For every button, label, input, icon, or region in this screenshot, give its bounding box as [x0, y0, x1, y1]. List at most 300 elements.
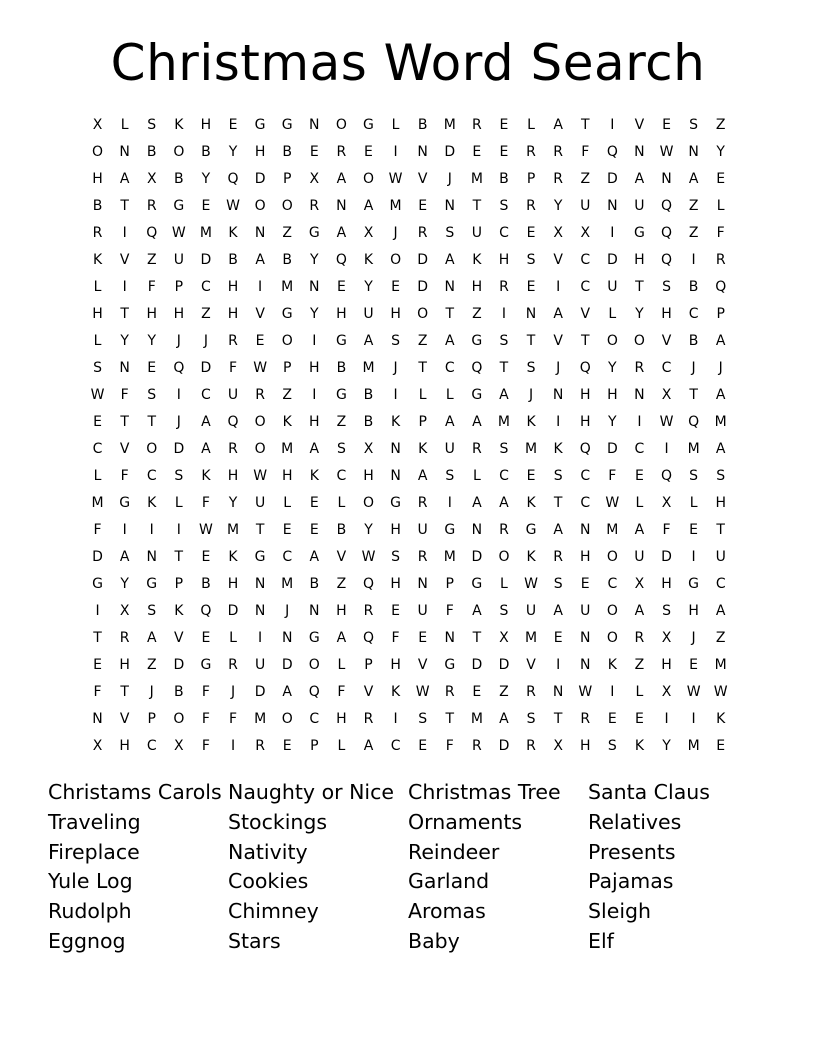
- grid-letter: X: [363, 441, 374, 457]
- grid-letter: R: [634, 360, 645, 376]
- grid-letter: K: [174, 117, 184, 133]
- grid-letter: J: [691, 360, 696, 376]
- grid-letter: A: [553, 306, 563, 322]
- grid-letter: M: [254, 711, 267, 727]
- grid-letter: H: [336, 711, 347, 727]
- grid-letter: D: [661, 549, 672, 565]
- grid-letter: R: [255, 387, 265, 403]
- grid-letter: E: [201, 630, 211, 646]
- grid-letter: V: [580, 306, 591, 322]
- grid-letter: A: [119, 549, 130, 565]
- grid-letter: D: [200, 252, 212, 268]
- grid-letter: N: [417, 144, 428, 160]
- grid-letter: A: [634, 603, 645, 619]
- grid-letter: D: [254, 684, 266, 700]
- grid-letter: T: [635, 279, 644, 295]
- grid-letter: E: [418, 198, 428, 214]
- grid-letter: N: [390, 441, 401, 457]
- grid-letter: S: [418, 711, 428, 727]
- word-item: Christmas Tree: [408, 780, 561, 804]
- grid-letter: N: [661, 171, 672, 187]
- grid-letter: I: [122, 279, 127, 295]
- grid-letter: O: [173, 711, 185, 727]
- grid-letter: U: [417, 522, 428, 538]
- grid-letter: Q: [606, 144, 618, 160]
- word-item: Garland: [408, 869, 490, 894]
- grid-letter: H: [363, 468, 374, 484]
- grid-letter: E: [282, 738, 292, 754]
- grid-letter: I: [312, 333, 317, 349]
- grid-letter: I: [637, 414, 642, 430]
- grid-letter: P: [716, 306, 725, 322]
- grid-letter: H: [390, 576, 401, 592]
- grid-letter: G: [200, 657, 212, 673]
- grid-letter: K: [390, 684, 401, 700]
- grid-letter: R: [228, 333, 238, 349]
- grid-letter: B: [499, 171, 509, 187]
- grid-letter: F: [337, 684, 346, 700]
- grid-letter: E: [689, 522, 699, 538]
- word-column: [408, 778, 588, 957]
- grid-letter: I: [393, 144, 398, 160]
- grid-letter: R: [526, 144, 536, 160]
- grid-letter: M: [281, 576, 294, 592]
- grid-letter: J: [393, 225, 398, 241]
- grid-letter: V: [661, 333, 672, 349]
- grid-letter: L: [527, 117, 535, 133]
- grid-letter: Z: [201, 306, 211, 322]
- grid-letter: R: [526, 198, 536, 214]
- grid-letter: S: [499, 333, 509, 349]
- word-column: [588, 778, 768, 957]
- grid-letter: T: [120, 684, 129, 700]
- grid-letter: J: [528, 387, 534, 403]
- grid-letter: Q: [362, 576, 374, 592]
- grid-letter: O: [606, 603, 618, 619]
- grid-letter: E: [228, 117, 238, 133]
- grid-letter: I: [258, 630, 263, 646]
- grid-letter: E: [580, 576, 590, 592]
- grid-letter: L: [445, 387, 454, 403]
- grid-letter: D: [92, 549, 103, 565]
- grid-letter: B: [417, 117, 428, 133]
- grid-letter: K: [282, 414, 292, 430]
- grid-letter: P: [364, 657, 373, 673]
- grid-letter: J: [176, 333, 181, 349]
- grid-letter: Z: [336, 576, 347, 592]
- grid-letter: T: [445, 306, 455, 322]
- grid-letter: K: [92, 252, 103, 268]
- grid-letter: A: [119, 171, 130, 187]
- grid-letter: O: [254, 414, 266, 430]
- grid-letter: H: [309, 360, 320, 376]
- grid-letter: A: [499, 495, 509, 511]
- grid-letter: G: [254, 117, 266, 133]
- grid-letter: K: [553, 441, 563, 457]
- grid-letter: D: [444, 144, 456, 160]
- grid-letter: E: [201, 198, 211, 214]
- grid-letter: I: [556, 657, 561, 673]
- grid-letter: C: [444, 360, 455, 376]
- grid-letter: K: [418, 441, 428, 457]
- grid-letter: A: [688, 171, 699, 187]
- grid-letter: E: [336, 279, 346, 295]
- grid-letter: E: [309, 495, 319, 511]
- grid-letter: R: [471, 738, 482, 754]
- grid-letter: A: [336, 225, 347, 241]
- grid-letter: H: [227, 279, 239, 295]
- grid-letter: R: [553, 171, 563, 187]
- grid-letter: Z: [715, 117, 726, 133]
- grid-letter: A: [634, 171, 645, 187]
- grid-letter: Y: [201, 171, 211, 187]
- grid-letter: O: [146, 441, 158, 457]
- grid-letter: R: [471, 117, 482, 133]
- grid-letter: A: [553, 522, 563, 538]
- grid-letter: Y: [147, 333, 157, 349]
- grid-row: [84, 706, 736, 733]
- grid-letter: G: [633, 225, 645, 241]
- word-item: Santa Claus: [588, 780, 710, 804]
- grid-letter: H: [661, 576, 672, 592]
- grid-letter: X: [499, 630, 509, 646]
- grid-letter: O: [362, 495, 374, 511]
- grid-letter: J: [393, 360, 398, 376]
- grid-row: [84, 625, 736, 652]
- grid-letter: J: [203, 333, 208, 349]
- word-item: Baby: [408, 928, 460, 953]
- grid-letter: E: [526, 279, 536, 295]
- grid-letter: O: [254, 198, 266, 214]
- grid-letter: P: [282, 171, 292, 187]
- grid-letter: O: [173, 144, 185, 160]
- grid-letter: B: [282, 144, 292, 160]
- grid-letter: H: [336, 603, 347, 619]
- grid-letter: C: [634, 441, 645, 457]
- grid-letter: Z: [336, 414, 347, 430]
- grid-letter: A: [499, 711, 509, 727]
- grid-letter: Z: [580, 171, 591, 187]
- grid-letter: V: [119, 252, 130, 268]
- grid-letter: J: [718, 360, 723, 376]
- word-item: Reindeer: [408, 839, 500, 864]
- grid-letter: M: [525, 630, 538, 646]
- grid-letter: K: [607, 657, 617, 673]
- grid-letter: S: [391, 333, 401, 349]
- grid-letter: V: [526, 657, 536, 673]
- grid-letter: F: [120, 468, 129, 484]
- letter-grid: [84, 112, 736, 760]
- grid-letter: C: [580, 495, 591, 511]
- grid-letter: N: [336, 198, 347, 214]
- grid-letter: J: [691, 630, 696, 646]
- grid-letter: P: [174, 576, 184, 592]
- grid-letter: H: [200, 117, 212, 133]
- grid-letter: L: [635, 495, 644, 511]
- grid-letter: Y: [228, 495, 238, 511]
- grid-letter: X: [634, 576, 645, 592]
- grid-row: [84, 598, 736, 625]
- grid-letter: A: [309, 441, 320, 457]
- grid-letter: S: [336, 441, 346, 457]
- grid-letter: H: [715, 495, 726, 511]
- grid-letter: A: [309, 549, 320, 565]
- grid-letter: B: [92, 198, 103, 214]
- grid-letter: S: [689, 117, 699, 133]
- grid-letter: C: [715, 576, 726, 592]
- grid-letter: O: [606, 549, 618, 565]
- grid-letter: X: [309, 171, 320, 187]
- grid-letter: R: [255, 738, 265, 754]
- grid-letter: I: [149, 522, 154, 538]
- grid-letter: L: [93, 333, 102, 349]
- grid-letter: O: [281, 711, 293, 727]
- grid-letter: R: [146, 198, 157, 214]
- grid-letter: B: [201, 144, 211, 160]
- grid-letter: E: [364, 144, 373, 160]
- grid-letter: G: [281, 117, 293, 133]
- grid-letter: L: [120, 117, 129, 133]
- grid-letter: Z: [688, 225, 699, 241]
- grid-letter: H: [579, 414, 591, 430]
- word-item: Nativity: [228, 839, 308, 864]
- grid-letter: C: [201, 387, 211, 403]
- grid-letter: S: [716, 468, 726, 484]
- grid-letter: W: [226, 198, 240, 214]
- grid-row: [84, 544, 736, 571]
- grid-letter: K: [228, 549, 238, 565]
- grid-letter: Q: [579, 360, 591, 376]
- grid-letter: B: [363, 387, 374, 403]
- grid-letter: S: [553, 468, 563, 484]
- grid-letter: J: [447, 171, 452, 187]
- grid-letter: L: [608, 306, 617, 322]
- word-item: Stockings: [228, 809, 328, 834]
- grid-letter: U: [580, 198, 591, 214]
- grid-letter: N: [579, 522, 591, 538]
- grid-letter: O: [308, 657, 320, 673]
- grid-letter: T: [526, 333, 536, 349]
- word-item: Cookies: [228, 869, 309, 894]
- grid-letter: Q: [661, 198, 673, 214]
- grid-letter: X: [553, 225, 563, 241]
- grid-letter: S: [662, 603, 671, 619]
- grid-letter: R: [92, 225, 103, 241]
- grid-letter: R: [363, 603, 374, 619]
- grid-letter: K: [526, 414, 536, 430]
- grid-letter: U: [254, 657, 266, 673]
- word-item: Traveling: [48, 809, 141, 834]
- grid-row: [84, 274, 736, 301]
- grid-letter: H: [119, 738, 130, 754]
- grid-letter: D: [200, 360, 212, 376]
- grid-letter: I: [122, 225, 127, 241]
- grid-letter: D: [417, 279, 429, 295]
- grid-letter: E: [391, 279, 400, 295]
- grid-letter: S: [445, 468, 455, 484]
- grid-letter: R: [417, 495, 428, 511]
- grid-letter: X: [580, 225, 591, 241]
- grid-letter: Y: [310, 252, 319, 268]
- grid-letter: Z: [472, 306, 482, 322]
- grid-letter: L: [337, 495, 346, 511]
- grid-letter: F: [228, 711, 238, 727]
- grid-letter: O: [362, 171, 374, 187]
- grid-letter: F: [445, 603, 454, 619]
- grid-letter: I: [664, 441, 669, 457]
- grid-letter: G: [173, 198, 185, 214]
- grid-letter: E: [689, 657, 699, 673]
- word-item: Chimney: [228, 899, 319, 924]
- grid-letter: A: [201, 441, 211, 457]
- grid-letter: Q: [200, 603, 212, 619]
- grid-letter: G: [92, 576, 103, 592]
- grid-letter: D: [254, 171, 266, 187]
- grid-letter: S: [499, 441, 509, 457]
- grid-letter: B: [146, 144, 157, 160]
- grid-letter: P: [282, 360, 292, 376]
- grid-letter: A: [472, 603, 482, 619]
- grid-letter: R: [363, 711, 374, 727]
- grid-letter: I: [556, 279, 561, 295]
- grid-letter: T: [120, 414, 129, 430]
- grid-letter: B: [174, 684, 184, 700]
- word-item: Rudolph: [48, 899, 132, 924]
- grid-letter: A: [336, 630, 347, 646]
- grid-letter: H: [119, 657, 130, 673]
- grid-letter: W: [253, 468, 268, 484]
- word-item: Naughty or Nice: [228, 780, 394, 804]
- grid-letter: T: [120, 306, 129, 322]
- grid-letter: L: [472, 468, 481, 484]
- grid-letter: N: [579, 630, 591, 646]
- grid-letter: B: [336, 360, 347, 376]
- grid-letter: G: [444, 522, 456, 538]
- grid-letter: Z: [417, 333, 428, 349]
- grid-letter: H: [688, 603, 699, 619]
- grid-letter: U: [254, 495, 266, 511]
- grid-letter: F: [228, 360, 238, 376]
- grid-letter: L: [689, 495, 698, 511]
- grid-letter: L: [174, 495, 183, 511]
- grid-letter: S: [526, 711, 536, 727]
- grid-letter: A: [336, 171, 347, 187]
- grid-letter: E: [634, 711, 644, 727]
- grid-letter: H: [579, 387, 591, 403]
- grid-letter: D: [417, 252, 429, 268]
- grid-letter: B: [363, 414, 374, 430]
- grid-letter: H: [281, 468, 293, 484]
- grid-letter: I: [95, 603, 100, 619]
- grid-letter: L: [93, 468, 102, 484]
- grid-letter: J: [149, 684, 154, 700]
- grid-letter: T: [174, 549, 184, 565]
- grid-letter: U: [227, 387, 239, 403]
- grid-letter: U: [363, 306, 374, 322]
- grid-letter: O: [390, 252, 402, 268]
- grid-letter: E: [716, 738, 726, 754]
- grid-letter: S: [607, 738, 617, 754]
- word-item: Ornaments: [408, 809, 523, 834]
- grid-letter: I: [393, 387, 398, 403]
- grid-letter: Z: [146, 252, 157, 268]
- grid-letter: O: [606, 630, 618, 646]
- grid-letter: W: [659, 144, 674, 160]
- grid-letter: H: [173, 306, 185, 322]
- grid-letter: R: [580, 711, 591, 727]
- grid-letter: G: [390, 495, 401, 511]
- grid-letter: G: [471, 333, 483, 349]
- grid-letter: W: [415, 684, 430, 700]
- grid-letter: Y: [120, 576, 129, 592]
- grid-letter: F: [445, 738, 454, 754]
- grid-row: [84, 517, 736, 544]
- grid-letter: R: [499, 279, 509, 295]
- grid-letter: A: [444, 252, 455, 268]
- grid-letter: W: [524, 576, 538, 592]
- grid-letter: L: [337, 657, 346, 673]
- grid-letter: K: [526, 495, 536, 511]
- grid-letter: M: [226, 522, 240, 538]
- grid-letter: O: [498, 549, 510, 565]
- grid-letter: D: [498, 738, 510, 754]
- grid-letter: H: [227, 306, 239, 322]
- grid-letter: O: [254, 441, 266, 457]
- grid-letter: X: [174, 738, 184, 754]
- grid-letter: H: [634, 252, 645, 268]
- grid-letter: X: [553, 738, 563, 754]
- grid-letter: Y: [608, 360, 617, 376]
- grid-letter: D: [173, 441, 185, 457]
- grid-letter: B: [688, 279, 699, 295]
- grid-letter: F: [201, 738, 210, 754]
- grid-letter: Q: [471, 360, 483, 376]
- grid-letter: M: [497, 414, 510, 430]
- grid-letter: F: [581, 144, 590, 160]
- grid-letter: N: [146, 549, 157, 565]
- grid-letter: L: [337, 738, 346, 754]
- grid-row: [84, 463, 736, 490]
- grid-letter: M: [687, 441, 700, 457]
- grid-letter: G: [444, 657, 456, 673]
- grid-row: [84, 166, 736, 193]
- grid-letter: X: [661, 630, 672, 646]
- grid-letter: L: [716, 198, 725, 214]
- grid-letter: A: [715, 387, 726, 403]
- grid-letter: Z: [146, 657, 157, 673]
- grid-letter: Q: [688, 414, 700, 430]
- grid-letter: A: [715, 441, 726, 457]
- grid-letter: K: [472, 252, 482, 268]
- grid-row: [84, 301, 736, 328]
- grid-letter: W: [361, 549, 376, 565]
- grid-letter: D: [471, 549, 483, 565]
- grid-letter: I: [122, 522, 127, 538]
- grid-letter: G: [308, 630, 320, 646]
- grid-letter: R: [309, 198, 320, 214]
- grid-letter: K: [390, 414, 401, 430]
- grid-letter: J: [285, 603, 290, 619]
- grid-letter: D: [173, 657, 185, 673]
- grid-letter: T: [716, 522, 725, 538]
- grid-letter: B: [688, 333, 699, 349]
- grid-letter: S: [147, 603, 157, 619]
- grid-letter: W: [253, 360, 268, 376]
- grid-letter: E: [526, 468, 536, 484]
- grid-letter: X: [661, 495, 672, 511]
- grid-letter: W: [605, 495, 620, 511]
- grid-letter: H: [390, 657, 401, 673]
